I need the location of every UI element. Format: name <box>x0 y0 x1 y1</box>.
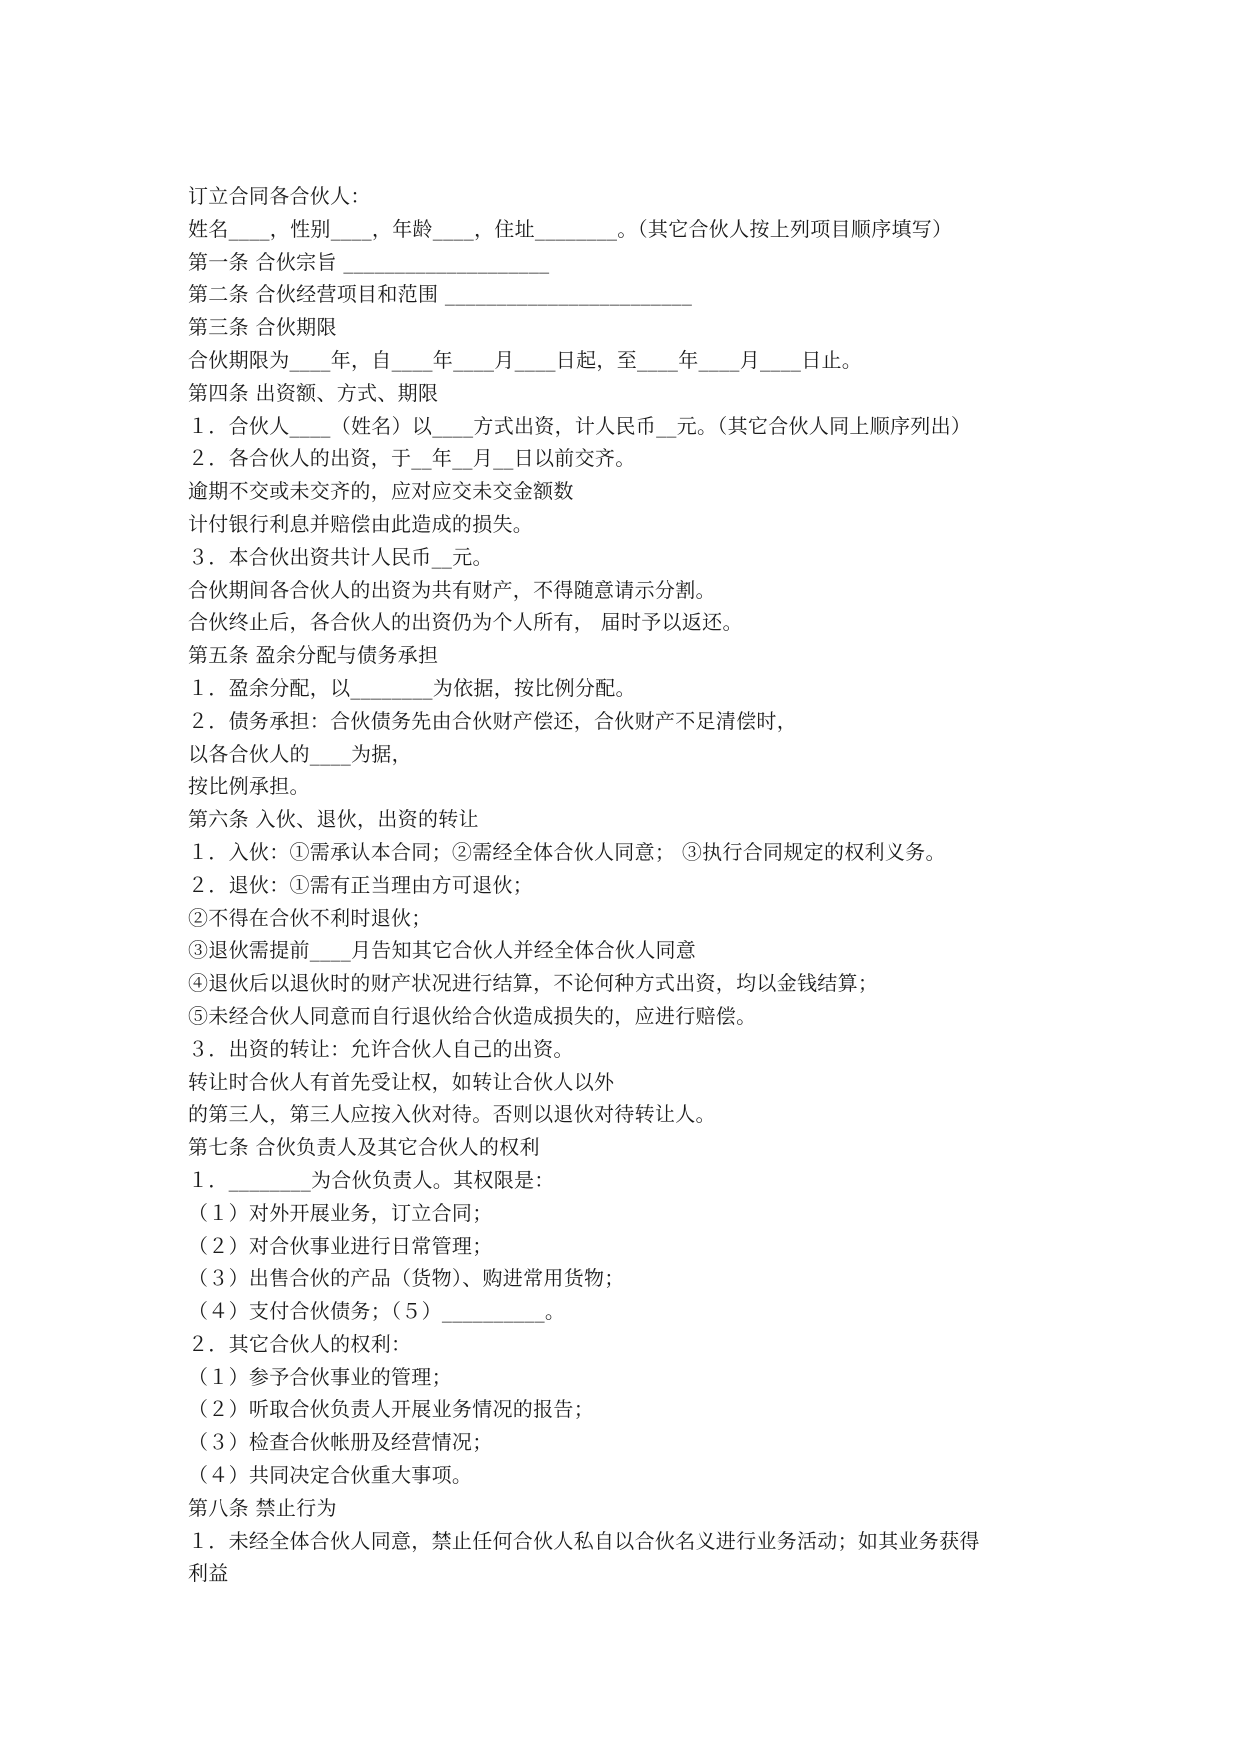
text-line: 按比例承担。 <box>188 774 310 799</box>
text-line: （３）出售合伙的产品（货物）、购进常用货物； <box>188 1266 625 1291</box>
text-line: 第四条 出资额、方式、期限 <box>188 380 439 405</box>
text-line: 第六条 入伙、退伙，出资的转让 <box>188 807 479 832</box>
text-line: 合伙期间各合伙人的出资为共有财产，不得随意请示分割。 <box>188 577 716 602</box>
text-line: ３．本合伙出资共计人民币__元。 <box>188 544 493 569</box>
text-line: ⑤未经合伙人同意而自行退伙给合伙造成损失的，应进行赔偿。 <box>188 1003 757 1028</box>
contract-body <box>188 180 1068 1590</box>
text-line: １．未经全体合伙人同意，禁止任何合伙人私自以合伙名义进行业务活动；如其业务获得 <box>188 1528 980 1553</box>
text-line: 第七条 合伙负责人及其它合伙人的权利 <box>188 1135 540 1160</box>
text-line: ④退伙后以退伙时的财产状况进行结算，不论何种方式出资，均以金钱结算； <box>188 971 879 996</box>
text-line: 姓名____，性别____，年龄____，住址________。（其它合伙人按上列项目顺序填写） <box>188 216 953 241</box>
text-line: 利益 <box>188 1561 229 1586</box>
text-line: 合伙期限为____年，自____年____月____日起，至____年____月____日止。 <box>188 347 863 372</box>
text-line: 第二条 合伙经营项目和范围 ________________________ <box>188 282 693 307</box>
text-line: （２）对合伙事业进行日常管理； <box>188 1233 493 1258</box>
text-line: 逾期不交或未交齐的，应对应交未交金额数 <box>188 479 574 504</box>
text-line: １．合伙人____（姓名）以____方式出资，计人民币__元。（其它合伙人同上顺序列出） <box>188 413 972 438</box>
text-line: １．________为合伙负责人。其权限是： <box>188 1167 555 1192</box>
text-line: （３）检查合伙帐册及经营情况； <box>188 1430 493 1455</box>
text-line: （１）对外开展业务，订立合同； <box>188 1200 493 1225</box>
text-line: 转让时合伙人有首先受让权，如转让合伙人以外 <box>188 1069 615 1094</box>
text-line: 合伙终止后，各合伙人的出资仍为个人所有， 届时予以返还。 <box>188 610 743 635</box>
text-line: 第一条 合伙宗旨 ____________________ <box>188 249 550 274</box>
text-line: 订立合同各合伙人： <box>188 184 371 208</box>
text-line: ３．出资的转让：允许合伙人自己的出资。 <box>188 1036 574 1061</box>
text-line: 第三条 合伙期限 <box>188 315 337 340</box>
text-line: ③退伙需提前____月告知其它合伙人并经全体合伙人同意 <box>188 938 697 963</box>
text-line: １．盈余分配，以________为依据，按比例分配。 <box>188 675 636 700</box>
text-line: 计付银行利息并赔偿由此造成的损失。 <box>188 511 534 536</box>
text-line: ２．债务承担：合伙债务先由合伙财产偿还，合伙财产不足清偿时， <box>188 708 797 733</box>
text-line: 第八条 禁止行为 <box>188 1495 337 1520</box>
text-line: （４）共同决定合伙重大事项。 <box>188 1463 473 1488</box>
text-line: 第五条 盈余分配与债务承担 <box>188 643 439 668</box>
text-line: 的第三人，第三人应按入伙对待。否则以退伙对待转让人。 <box>188 1102 716 1127</box>
text-line: （４）支付合伙债务；（５）__________。 <box>188 1299 566 1324</box>
text-line: １．入伙：①需承认本合同；②需经全体合伙人同意； ③执行合同规定的权利义务。 <box>188 839 946 864</box>
text-line: ②不得在合伙不利时退伙； <box>188 905 432 930</box>
text-line: 以各合伙人的____为据， <box>188 741 412 766</box>
text-line: ２．退伙：①需有正当理由方可退伙； <box>188 872 534 897</box>
text-line: ２．各合伙人的出资，于__年__月__日以前交齐。 <box>188 446 636 471</box>
text-line: ２．其它合伙人的权利： <box>188 1331 412 1356</box>
text-line: （２）听取合伙负责人开展业务情况的报告； <box>188 1397 594 1422</box>
text-line: （１）参予合伙事业的管理； <box>188 1364 452 1389</box>
